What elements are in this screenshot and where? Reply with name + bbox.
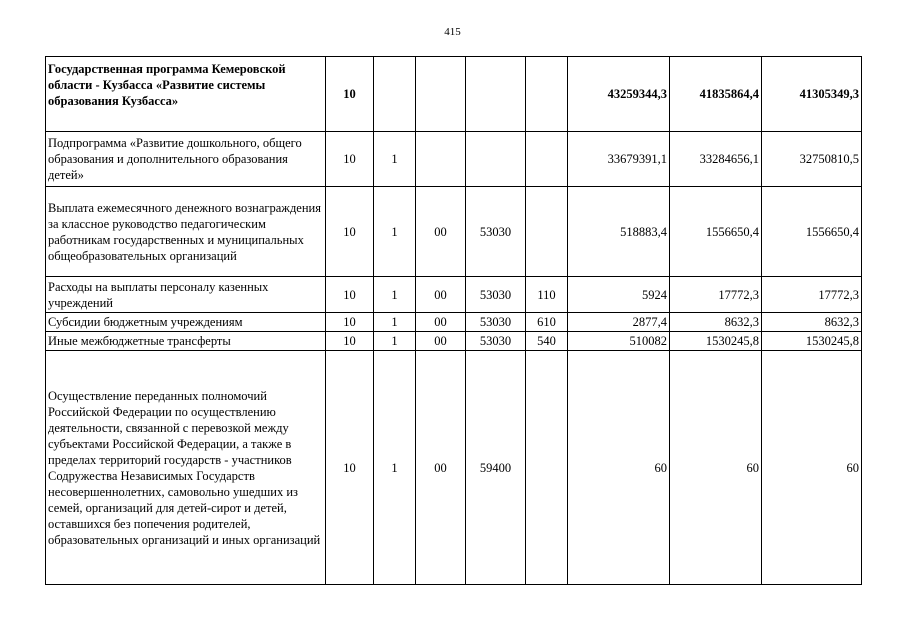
expense-type-code (526, 132, 568, 187)
amount-year-2: 1556650,4 (670, 187, 762, 277)
expense-type-code (526, 351, 568, 585)
program-code: 10 (326, 187, 374, 277)
direction-code (416, 57, 466, 132)
amount-year-2: 60 (670, 351, 762, 585)
amount-year-1: 5924 (568, 277, 670, 313)
amount-year-2: 1530245,8 (670, 332, 762, 351)
table-row (46, 277, 862, 313)
subprogram-code: 1 (374, 332, 416, 351)
program-code: 10 (326, 351, 374, 585)
expense-code (466, 132, 526, 187)
direction-code: 00 (416, 277, 466, 313)
amount-year-1: 518883,4 (568, 187, 670, 277)
amount-year-2: 41835864,4 (670, 57, 762, 132)
row-name: Расходы на выплаты персоналу казенных учреждений (46, 277, 326, 313)
direction-code: 00 (416, 332, 466, 351)
program-code: 10 (326, 332, 374, 351)
program-code: 10 (326, 277, 374, 313)
expense-code: 59400 (466, 351, 526, 585)
expense-code: 53030 (466, 277, 526, 313)
direction-code (416, 132, 466, 187)
subprogram-code: 1 (374, 313, 416, 332)
amount-year-3: 41305349,3 (762, 57, 862, 132)
table-row (46, 132, 862, 187)
row-name: Государственная программа Кемеровской области - Кузбасса «Развитие системы образования Кузбасса» (46, 57, 326, 132)
amount-year-3: 60 (762, 351, 862, 585)
amount-year-1: 60 (568, 351, 670, 585)
amount-year-3: 8632,3 (762, 313, 862, 332)
subprogram-code: 1 (374, 277, 416, 313)
expense-type-code (526, 57, 568, 132)
amount-year-1: 510082 (568, 332, 670, 351)
expense-code: 53030 (466, 313, 526, 332)
amount-year-2: 8632,3 (670, 313, 762, 332)
table-row (46, 313, 862, 332)
expense-code: 53030 (466, 332, 526, 351)
row-name: Выплата ежемесячного денежного вознаграждения за классное руководство педагогическим работникам государственных и муниципальных общеобразовательных организаций (46, 187, 326, 277)
table-row (46, 351, 862, 585)
page-number: 415 (444, 26, 461, 38)
table-row (46, 57, 862, 132)
direction-code: 00 (416, 351, 466, 585)
row-name: Субсидии бюджетным учреждениям (46, 313, 326, 332)
expense-code (466, 57, 526, 132)
row-name: Иные межбюджетные трансферты (46, 332, 326, 351)
expense-type-code: 610 (526, 313, 568, 332)
table-row (46, 187, 862, 277)
subprogram-code: 1 (374, 132, 416, 187)
amount-year-3: 32750810,5 (762, 132, 862, 187)
amount-year-1: 43259344,3 (568, 57, 670, 132)
row-name: Подпрограмма «Развитие дошкольного, общего образования и дополнительного образования детей» (46, 132, 326, 187)
direction-code: 00 (416, 187, 466, 277)
amount-year-3: 1530245,8 (762, 332, 862, 351)
amount-year-3: 17772,3 (762, 277, 862, 313)
amount-year-1: 33679391,1 (568, 132, 670, 187)
amount-year-2: 17772,3 (670, 277, 762, 313)
budget-table (45, 56, 862, 585)
expense-type-code: 110 (526, 277, 568, 313)
expense-type-code (526, 187, 568, 277)
expense-code: 53030 (466, 187, 526, 277)
amount-year-3: 1556650,4 (762, 187, 862, 277)
subprogram-code: 1 (374, 187, 416, 277)
table-row (46, 332, 862, 351)
amount-year-1: 2877,4 (568, 313, 670, 332)
amount-year-2: 33284656,1 (670, 132, 762, 187)
program-code: 10 (326, 57, 374, 132)
program-code: 10 (326, 313, 374, 332)
subprogram-code (374, 57, 416, 132)
program-code: 10 (326, 132, 374, 187)
expense-type-code: 540 (526, 332, 568, 351)
subprogram-code: 1 (374, 351, 416, 585)
row-name: Осуществление переданных полномочий Российской Федерации по осуществлению деятельности, связанной с перевозкой между субъектами Российской Федерации, а также в пределах территорий государств - участников Содружества Независимых Государств несовершеннолетних, самовольно ушедших из семей, организаций для детей-сирот и детей, оставшихся без попечения родителей, образовательных организаций и иных организаций (46, 351, 326, 585)
direction-code: 00 (416, 313, 466, 332)
